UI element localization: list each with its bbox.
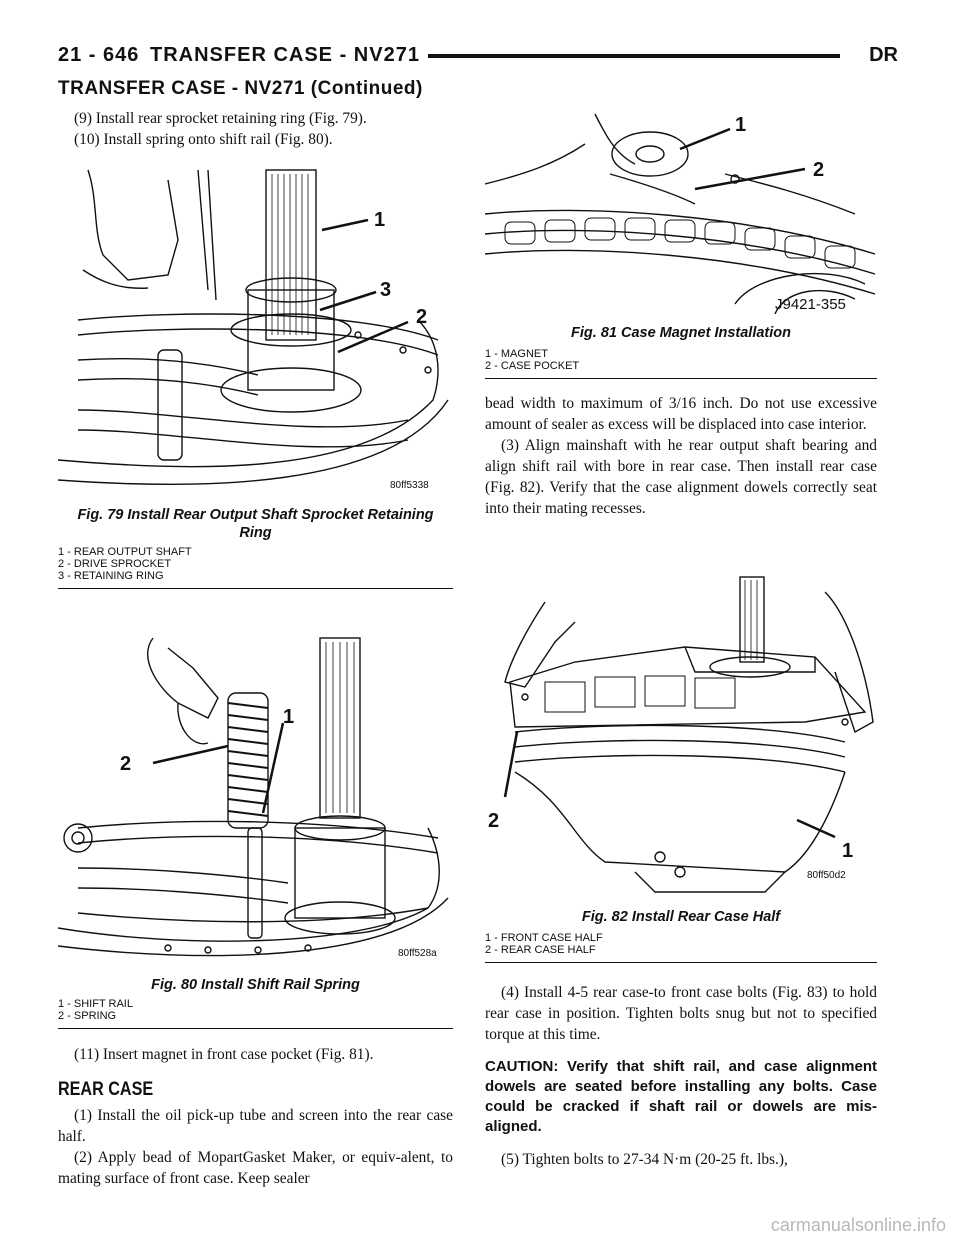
right-column-bottom [485,982,877,1170]
left-column-top [58,108,453,150]
fig81-rule [485,378,877,379]
manual-code: DR [869,44,898,66]
rear-case-step-3: (3) Align mainshaft with he rear output shaft bearing and align shift rail with bore in rear case. Then install rear case (Fig. 82). Verify that the case alignment dowels correctly seat into their mating recesses. [485,437,877,517]
fig79-legend-item: 2 - DRIVE SPROCKET [58,558,172,570]
left-column-bottom [58,1044,453,1189]
fig79-legend-item: 1 - REAR OUTPUT SHAFT [58,546,192,558]
fig79-rule [58,588,453,589]
fig81-caption: Fig. 81 Case Magnet Installation [571,325,791,341]
fig79-image-code: 80ff5338 [390,480,429,490]
fig80-legend-item: 1 - SHIFT RAIL [58,998,133,1010]
fig79-legend [58,546,453,582]
fig80-legend [58,998,453,1022]
caution-note: CAUTION: Verify that shift rail, and case alignment dowels are seated before installing any bolts. Case could be cracked if shaft rail or dowels are mis-aligned. [485,1058,877,1135]
fig82-legend [485,932,877,956]
fig79-callout-1: 1 [374,209,386,231]
rear-case-step-2-cont: bead width to maximum of 3/16 inch. Do not use excessive amount of sealer as excess will be displaced into case interior. [485,395,877,433]
step-10: (10) Install spring onto shift rail (Fig. 80). [74,131,333,148]
figure-81 [485,104,877,379]
page-number: 21 - 646 [58,44,140,66]
watermark: carmanualsonline.info [770,1215,946,1235]
fig82-image-code: 80ff50d2 [807,870,846,881]
fig81-legend [485,348,877,372]
figure-80 [58,628,453,1029]
fig79-callout-2: 2 [416,306,428,328]
fig82-illustration [485,572,877,912]
fig81-illustration [485,104,877,314]
rear-case-step-2: (2) Apply bead of MopartGasket Maker, or equiv-alent, to mating surface of front case. Keep sealer [58,1149,453,1187]
fig80-illustration [58,628,453,958]
fig82-legend-item: 2 - REAR CASE HALF [485,944,596,956]
fig81-legend-item: 1 - MAGNET [485,348,548,360]
right-column-text [485,393,877,519]
fig81-callout-1: 1 [735,114,747,136]
fig81-image-code: J9421-355 [775,296,846,313]
fig79-illustration [58,160,453,490]
header-rule [428,54,840,58]
fig80-caption: Fig. 80 Install Shift Rail Spring [151,977,360,993]
fig82-legend-item: 1 - FRONT CASE HALF [485,932,603,944]
figure-82 [485,572,877,963]
step-9: (9) Install rear sprocket retaining ring (Fig. 79). [74,110,367,127]
rear-case-step-5: (5) Tighten bolts to 27-34 N·m (20-25 ft. lbs.), [501,1151,788,1168]
fig82-callout-2: 2 [488,810,500,832]
fig82-caption: Fig. 82 Install Rear Case Half [581,909,781,925]
fig79-callout-3: 3 [380,279,392,301]
fig81-legend-item: 2 - CASE POCKET [485,360,580,372]
rear-case-step-1: (1) Install the oil pick-up tube and screen into the rear case half. [58,1107,453,1145]
continued-title: TRANSFER CASE - NV271 (Continued) [58,78,423,99]
fig82-callout-1: 1 [842,840,854,862]
fig80-image-code: 80ff528a [398,948,437,958]
step-11: (11) Insert magnet in front case pocket (Fig. 81). [74,1046,374,1063]
fig80-callout-1: 1 [283,706,295,728]
page-header [58,44,898,74]
fig79-caption: Fig. 79 Install Rear Output Shaft Sprocket Retaining Ring [77,507,434,541]
section-title: TRANSFER CASE - NV271 [150,44,420,66]
fig80-rule [58,1028,453,1029]
fig79-legend-item: 3 - RETAINING RING [58,570,164,582]
fig80-legend-item: 2 - SPRING [58,1010,117,1022]
figure-79 [58,160,453,589]
rear-case-step-4: (4) Install 4-5 rear case-to front case bolts (Fig. 83) to hold rear case in position. Tighten bolts snug but not to specified torque at this time. [485,984,877,1043]
fig82-rule [485,962,877,963]
fig80-callout-2: 2 [120,753,132,775]
fig81-callout-2: 2 [813,159,825,181]
section-heading: REAR CASE [58,1079,154,1100]
